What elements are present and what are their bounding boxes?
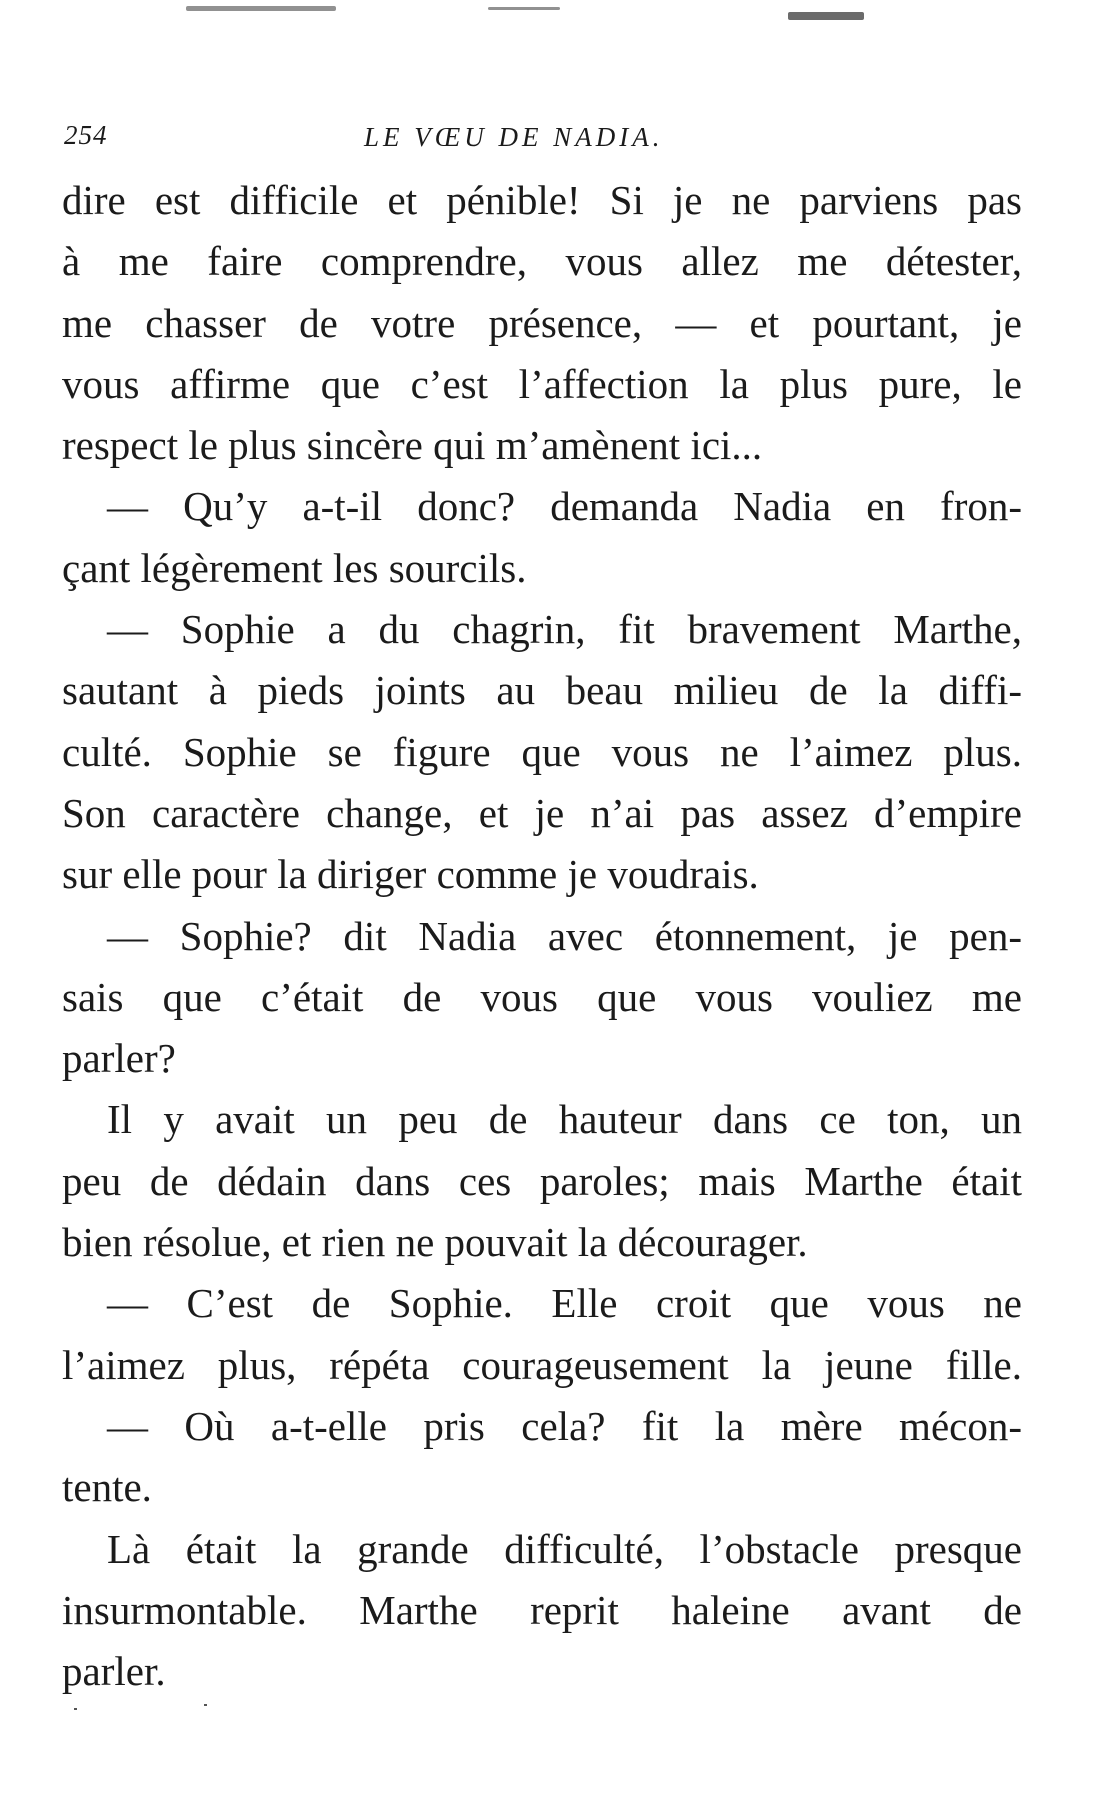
text-line: — C’est de Sophie. Elle croit que vous ne bbox=[107, 1280, 1022, 1327]
text-line: culté. Sophie se figure que vous ne l’aimez plus. bbox=[62, 728, 1022, 775]
text-line: Là était la grande difficulté, l’obstacle presque bbox=[107, 1525, 1022, 1572]
text-line: peu de dédain dans ces paroles; mais Marthe était bbox=[62, 1157, 1022, 1204]
text-line: à me faire comprendre, vous allez me détester, bbox=[62, 238, 1022, 285]
text-line: parler. bbox=[62, 1648, 166, 1695]
text-line: insurmontable. Marthe reprit haleine avant de bbox=[62, 1586, 1022, 1633]
text-line: — Sophie a du chagrin, fit bravement Marthe, bbox=[107, 606, 1022, 653]
text-line: bien résolue, et rien ne pouvait la décourager. bbox=[62, 1219, 808, 1266]
text-line: sais que c’était de vous que vous vouliez me bbox=[62, 973, 1022, 1020]
text-line: respect le plus sincère qui m’amènent ici... bbox=[62, 422, 763, 469]
text-line: Il y avait un peu de hauteur dans ce ton, un bbox=[107, 1096, 1022, 1143]
text-line: çant légèrement les sourcils. bbox=[62, 544, 527, 591]
scan-artifacts bbox=[0, 0, 1120, 40]
text-line: tente. bbox=[62, 1464, 152, 1511]
text-line: me chasser de votre présence, — et pourtant, je bbox=[62, 299, 1022, 346]
scan-specks bbox=[0, 1700, 1120, 1740]
body-text bbox=[62, 170, 1022, 1702]
text-line: — Sophie? dit Nadia avec étonnement, je pen- bbox=[107, 912, 1022, 959]
scan-smudge bbox=[788, 12, 864, 20]
text-line: parler? bbox=[62, 1035, 176, 1082]
scan-speck bbox=[204, 1704, 207, 1706]
text-line: dire est difficile et pénible! Si je ne parviens pas bbox=[62, 177, 1022, 223]
scan-smudge bbox=[488, 7, 560, 10]
text-line: sur elle pour la diriger comme je voudrais. bbox=[62, 851, 759, 898]
page-number: 254 bbox=[64, 120, 108, 150]
text-line: l’aimez plus, répéta courageusement la jeune fille. bbox=[62, 1341, 1022, 1388]
text-line: sautant à pieds joints au beau milieu de la diffi- bbox=[62, 667, 1022, 714]
scan-speck bbox=[74, 1708, 77, 1710]
text-line: — Qu’y a-t-il donc? demanda Nadia en fron- bbox=[107, 483, 1022, 530]
running-title: LE VŒU DE NADIA. bbox=[364, 122, 664, 152]
text-line: Son caractère change, et je n’ai pas assez d’empire bbox=[62, 789, 1022, 836]
text-line: vous affirme que c’est l’affection la plus pure, le bbox=[62, 360, 1022, 407]
scan-smudge bbox=[186, 6, 336, 11]
page-header bbox=[64, 112, 1024, 156]
text-line: — Où a-t-elle pris cela? fit la mère mécon- bbox=[107, 1402, 1022, 1449]
